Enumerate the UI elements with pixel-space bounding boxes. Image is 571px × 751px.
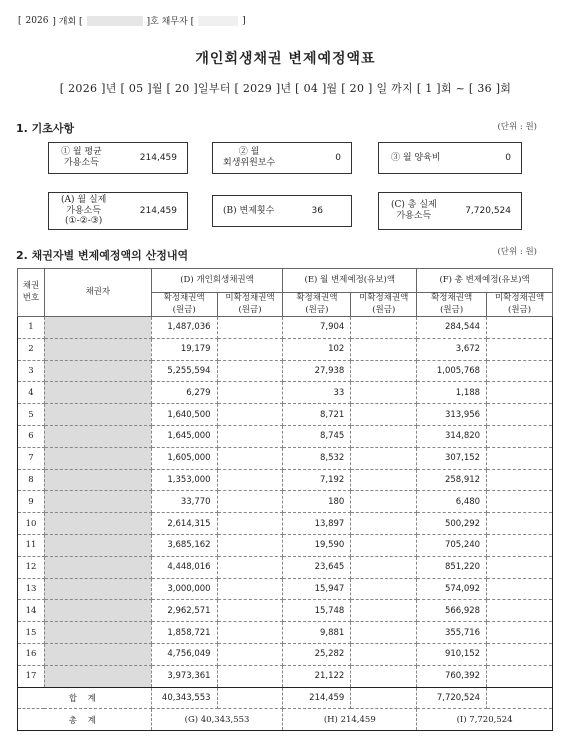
row-e-unconfirmed [351,556,417,578]
table-body [18,317,553,688]
redacted-debtor-name [198,16,238,26]
table-row [18,425,553,447]
row-number: 2 [18,338,45,360]
header-d-group: (D) 개인회생채권액 [151,269,283,293]
row-e-unconfirmed [351,491,417,513]
header-f-group: (F) 총 변제예정(유보)액 [417,269,553,293]
section2-title: 2. 채권자별 변제예정액의 산정내역 [16,249,189,262]
row-number: 6 [18,425,45,447]
redacted-creditor-name [44,338,151,360]
commissioner-fee-label-2: 회생위원보수 [223,158,276,168]
row-number: 1 [18,317,45,339]
header-f-unconfirmed: 미확정채권액 (원금) [487,293,553,317]
row-d-confirmed: 4,448,016 [151,556,217,578]
row-number: 10 [18,513,45,535]
row-d-unconfirmed [217,491,283,513]
section1-unit: (단위 : 원) [497,122,537,132]
row-e-unconfirmed [351,643,417,665]
row-d-confirmed: 33,770 [151,491,217,513]
redacted-creditor-name [44,491,151,513]
row-f-unconfirmed [487,491,553,513]
row-e-confirmed: 13,897 [283,513,351,535]
row-d-confirmed: 5,255,594 [151,360,217,382]
row-e-unconfirmed [351,360,417,382]
row-d-unconfirmed [217,382,283,404]
row-e-unconfirmed [351,665,417,687]
row-d-unconfirmed [217,338,283,360]
row-d-unconfirmed [217,556,283,578]
debtor-label: ]호 채무자 [ [146,17,195,27]
table-row [18,665,553,687]
row-e-confirmed: 21,122 [283,665,351,687]
row-number: 13 [18,578,45,600]
row-d-confirmed: 3,000,000 [151,578,217,600]
row-number: 16 [18,643,45,665]
row-number: 12 [18,556,45,578]
redacted-creditor-name [44,622,151,644]
table-row [18,556,553,578]
row-number: 3 [18,360,45,382]
row-f-confirmed: 1,188 [417,382,487,404]
row-f-confirmed: 1,005,768 [417,360,487,382]
redacted-creditor-name [44,382,151,404]
row-d-unconfirmed [217,425,283,447]
payment-count-value: 36 [311,206,323,216]
row-d-unconfirmed [217,665,283,687]
total-h: (H) 214,459 [283,709,417,731]
row-e-unconfirmed [351,578,417,600]
row-e-unconfirmed [351,382,417,404]
section2-unit: (단위 : 원) [497,247,537,257]
row-number: 4 [18,382,45,404]
redacted-creditor-name [44,425,151,447]
row-e-unconfirmed [351,469,417,491]
box-payment-count [212,195,352,227]
monthly-actual-label-3: (①-②-③) [65,216,103,227]
row-f-unconfirmed [487,360,553,382]
row-f-confirmed: 313,956 [417,404,487,426]
sum-e: 214,459 [283,687,351,709]
case-year: 2026 [25,15,49,26]
total-actual-label-2: 가용소득 [396,211,432,221]
row-f-confirmed: 3,672 [417,338,487,360]
total-g: (G) 40,343,553 [151,709,283,731]
row-d-confirmed: 2,962,571 [151,600,217,622]
row-f-confirmed: 705,240 [417,534,487,556]
row-f-confirmed: 314,820 [417,425,487,447]
row-d-confirmed: 4,756,049 [151,643,217,665]
row-e-confirmed: 102 [283,338,351,360]
sum-label: 합 계 [18,687,152,709]
table-row [18,447,553,469]
redacted-creditor-name [44,534,151,556]
row-f-confirmed: 760,392 [417,665,487,687]
row-f-unconfirmed [487,447,553,469]
sum-f-unconfirmed [487,687,553,709]
row-d-unconfirmed [217,469,283,491]
table-row [18,469,553,491]
row-d-confirmed: 6,279 [151,382,217,404]
header-e-unconfirmed: 미확정채권액 (원금) [351,293,417,317]
child-support-value: 0 [505,153,511,163]
row-f-confirmed: 910,152 [417,643,487,665]
row-number: 5 [18,404,45,426]
row-d-confirmed: 1,487,036 [151,317,217,339]
sum-e-unconfirmed [351,687,417,709]
row-f-unconfirmed [487,469,553,491]
redacted-creditor-name [44,556,151,578]
header-d-unconfirmed: 미확정채권액 (원금) [217,293,283,317]
row-d-unconfirmed [217,513,283,535]
table-row [18,534,553,556]
box-monthly-avg-income [48,142,188,174]
row-e-unconfirmed [351,404,417,426]
row-e-unconfirmed [351,513,417,535]
row-d-unconfirmed [217,600,283,622]
year-open-bracket: [ [18,15,22,26]
row-f-unconfirmed [487,600,553,622]
redacted-creditor-name [44,665,151,687]
row-d-unconfirmed [217,317,283,339]
row-f-unconfirmed [487,425,553,447]
row-f-unconfirmed [487,317,553,339]
row-e-confirmed: 25,282 [283,643,351,665]
row-number: 15 [18,622,45,644]
row-f-confirmed: 355,716 [417,622,487,644]
box-total-actual-income [378,192,522,230]
row-number: 17 [18,665,45,687]
row-e-confirmed: 7,904 [283,317,351,339]
row-f-confirmed: 258,912 [417,469,487,491]
document-title: 개인회생채권 변제예정액표 [195,51,376,67]
header-e-confirmed: 확정채권액 (원금) [283,293,351,317]
row-d-confirmed: 1,858,721 [151,622,217,644]
header-f-confirmed: 확정채권액 (원금) [417,293,487,317]
row-number: 8 [18,469,45,491]
monthly-avg-income-label-2: 가용소득 [64,158,99,168]
row-e-unconfirmed [351,317,417,339]
redacted-creditor-name [44,600,151,622]
redacted-creditor-name [44,317,151,339]
row-f-unconfirmed [487,622,553,644]
row-f-confirmed: 851,220 [417,556,487,578]
sum-row [18,687,553,709]
row-f-confirmed: 500,292 [417,513,487,535]
row-e-confirmed: 33 [283,382,351,404]
row-e-unconfirmed [351,600,417,622]
table-row [18,491,553,513]
row-d-confirmed: 1,605,000 [151,447,217,469]
row-d-unconfirmed [217,578,283,600]
row-e-unconfirmed [351,447,417,469]
row-e-confirmed: 8,745 [283,425,351,447]
row-f-confirmed: 574,092 [417,578,487,600]
header-d-confirmed: 확정채권액 (원금) [151,293,217,317]
row-d-confirmed: 1,353,000 [151,469,217,491]
row-e-confirmed: 7,192 [283,469,351,491]
commissioner-fee-label-1: ② 월 [238,147,260,158]
sum-d-unconfirmed [217,687,283,709]
redacted-creditor-name [44,447,151,469]
row-d-confirmed: 3,685,162 [151,534,217,556]
monthly-actual-label-1: (A) 월 실제 [61,194,107,205]
row-number: 9 [18,491,45,513]
row-e-confirmed: 8,721 [283,404,351,426]
case-header-line [18,14,246,27]
row-f-confirmed: 307,152 [417,447,487,469]
table-row [18,643,553,665]
row-d-confirmed: 2,614,315 [151,513,217,535]
row-e-confirmed: 15,748 [283,600,351,622]
row-f-unconfirmed [487,404,553,426]
row-e-unconfirmed [351,338,417,360]
monthly-actual-label-2: 가용소득 [66,205,102,216]
box-child-support [378,142,522,174]
row-f-confirmed: 6,480 [417,491,487,513]
row-number: 7 [18,447,45,469]
total-i: (I) 7,720,524 [417,709,553,731]
header-creditor-no: 채권 번호 [18,269,45,317]
sum-d: 40,343,553 [151,687,217,709]
row-f-confirmed: 566,928 [417,600,487,622]
table-row [18,317,553,339]
total-actual-value: 7,720,524 [465,206,511,216]
row-d-unconfirmed [217,534,283,556]
redacted-case-number [87,16,143,26]
total-label: 총 계 [18,709,152,731]
redacted-creditor-name [44,404,151,426]
row-f-unconfirmed [487,643,553,665]
row-e-unconfirmed [351,425,417,447]
row-d-unconfirmed [217,447,283,469]
row-f-unconfirmed [487,578,553,600]
row-f-confirmed: 284,544 [417,317,487,339]
table-row [18,382,553,404]
row-e-confirmed: 27,938 [283,360,351,382]
row-f-unconfirmed [487,382,553,404]
row-e-confirmed: 8,532 [283,447,351,469]
table-row [18,513,553,535]
table-row [18,360,553,382]
header-creditor: 채권자 [44,269,151,317]
header-e-group: (E) 월 변제예정(유보)액 [283,269,417,293]
row-f-unconfirmed [487,665,553,687]
row-d-confirmed: 19,179 [151,338,217,360]
box-monthly-actual-income [48,192,188,230]
repayment-table [17,268,553,731]
row-f-unconfirmed [487,534,553,556]
monthly-avg-income-label-1: ① 월 평균 [61,147,102,158]
redacted-creditor-name [44,360,151,382]
row-d-unconfirmed [217,360,283,382]
payment-count-label: (B) 변제횟수 [223,205,275,216]
row-d-unconfirmed [217,622,283,644]
row-e-unconfirmed [351,534,417,556]
table-row [18,578,553,600]
table-row [18,338,553,360]
row-f-unconfirmed [487,513,553,535]
row-f-unconfirmed [487,338,553,360]
row-e-confirmed: 19,590 [283,534,351,556]
row-d-confirmed: 3,973,361 [151,665,217,687]
debtor-close-bracket: ] [242,15,246,26]
child-support-label: ③ 월 양육비 [391,152,441,163]
row-d-unconfirmed [217,643,283,665]
row-e-unconfirmed [351,622,417,644]
monthly-actual-value: 214,459 [139,206,177,216]
commissioner-fee-value: 0 [335,153,341,163]
total-row [18,709,553,731]
case-label: ] 개회 [ [52,17,83,27]
table-row [18,404,553,426]
row-d-unconfirmed [217,404,283,426]
row-f-unconfirmed [487,556,553,578]
row-e-confirmed: 23,645 [283,556,351,578]
box-commissioner-fee [212,142,352,174]
redacted-creditor-name [44,643,151,665]
payment-period: [ 2026 ]년 [ 05 ]월 [ 20 ]일부터 [ 2029 ]년 [ 04 ]월 [ 20 ] 일 까지 [ 1 ]회 ~ [ 36 ]회 [59,82,512,95]
table-row [18,600,553,622]
row-d-confirmed: 1,640,500 [151,404,217,426]
total-actual-label-1: (C) 총 실제 [391,200,437,211]
row-number: 14 [18,600,45,622]
redacted-creditor-name [44,513,151,535]
redacted-creditor-name [44,578,151,600]
row-number: 11 [18,534,45,556]
section1-title: 1. 기초사항 [16,122,75,135]
row-e-confirmed: 15,947 [283,578,351,600]
table-row [18,622,553,644]
monthly-avg-income-value: 214,459 [139,153,177,163]
row-d-confirmed: 1,645,000 [151,425,217,447]
row-e-confirmed: 9,881 [283,622,351,644]
sum-f: 7,720,524 [417,687,487,709]
row-e-confirmed: 180 [283,491,351,513]
redacted-creditor-name [44,469,151,491]
